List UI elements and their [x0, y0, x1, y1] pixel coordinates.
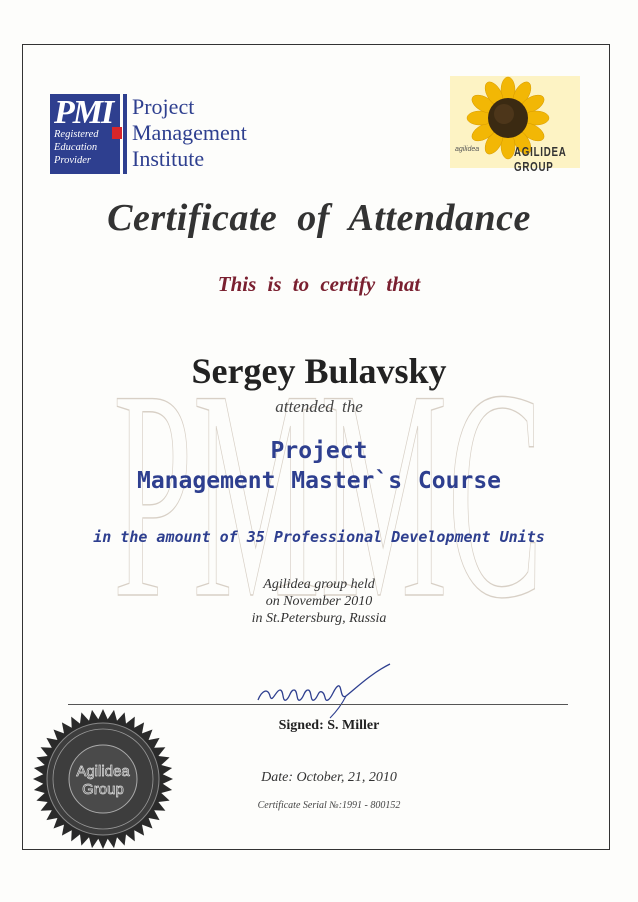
seal-text-line: Agilidea: [76, 763, 130, 780]
agilidea-seal: [32, 708, 174, 850]
course-name-line2: Management Master`s Course: [136, 468, 502, 494]
seal-text-line: Group: [82, 781, 124, 798]
certificate-serial: Certificate Serial №:1991 - 800152: [257, 800, 401, 811]
event-details: [0, 576, 638, 627]
signed-by: Signed: S. Miller: [278, 718, 380, 733]
pmi-provider-text: [54, 128, 118, 167]
pmi-mark: PMI: [54, 94, 113, 131]
watermark-text: PMMC: [113, 345, 543, 610]
pmi-provider-line: Registered: [54, 129, 99, 140]
event-detail-line: on November 2010: [265, 594, 373, 609]
pmi-name-line: Institute: [132, 146, 205, 171]
pdu-amount-line: in the amount of 35 Professional Development Units: [93, 528, 545, 546]
recipient-name: Sergey Bulavsky: [191, 351, 447, 391]
pmi-name-line: Project: [132, 94, 195, 119]
certify-line: This is to certify that: [217, 272, 421, 296]
pmi-name: [132, 94, 247, 172]
handwritten-signature: [250, 660, 400, 720]
event-detail-line: in St.Petersburg, Russia: [251, 611, 387, 626]
signature-line: [68, 704, 568, 705]
pmi-name-line: Management: [132, 120, 247, 145]
agilidea-logo: [450, 76, 580, 174]
attended-line: attended the: [275, 397, 363, 416]
event-detail-line: Agilidea group held: [263, 577, 375, 592]
certificate-title: Certificate of Attendance: [107, 197, 531, 239]
pmi-mark-box: [50, 94, 120, 174]
pmi-logo: [50, 94, 250, 176]
agilidea-small-text: agilidea: [455, 146, 480, 153]
issue-date: Date: October, 21, 2010: [261, 770, 397, 785]
pmi-provider-line: Provider: [54, 155, 91, 166]
pmi-red-square: [112, 127, 122, 139]
pmi-provider-line: Education: [54, 142, 98, 153]
course-name-line1: Project: [270, 438, 368, 464]
agilidea-name: AGILIDEA GROUP: [514, 144, 567, 174]
pmi-divider-bar: [123, 94, 127, 174]
